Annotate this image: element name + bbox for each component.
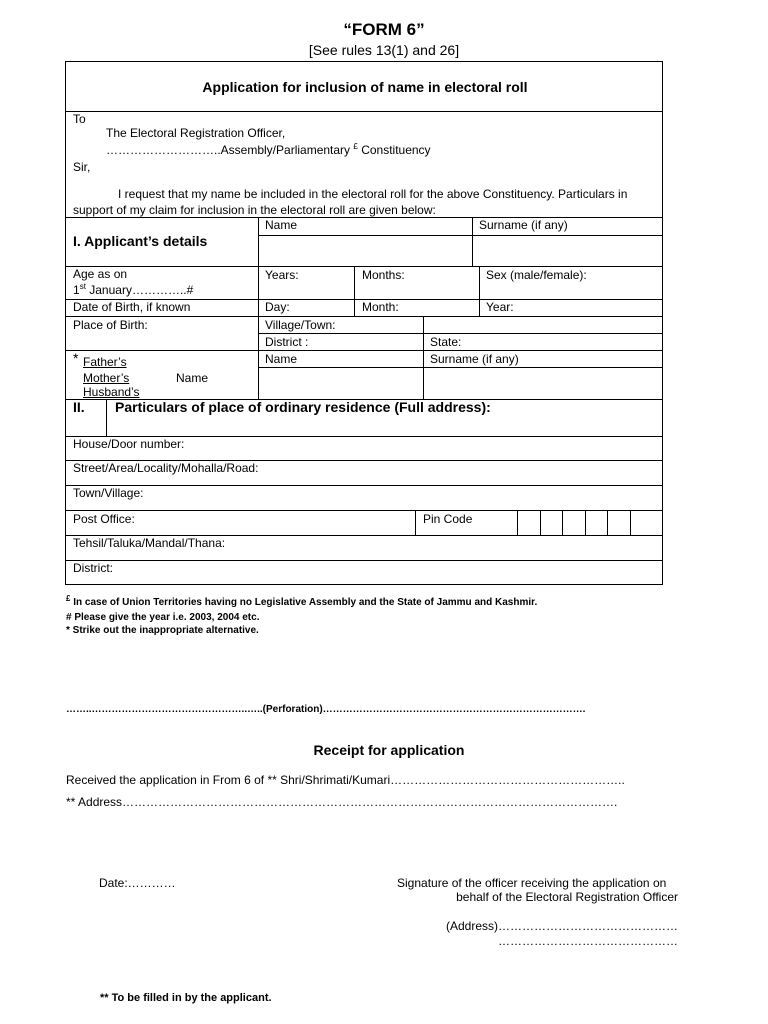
pin-box-rule [562,510,563,535]
form-title: “FORM 6” [343,20,425,39]
perforation-line: ……..………………………………………..…..(Perforation)……………………………………………………………………. [66,704,586,715]
month-label: Month: [362,300,399,314]
surname-field[interactable] [473,236,662,265]
age-day-suffix: st [79,282,86,291]
relation-surname-column: Surname (if any) [430,352,519,366]
pound-mark: £ [353,142,358,151]
mother-label: Mother’s [83,371,130,385]
officer-address-line-1: (Address)……………………………………… [445,919,678,933]
street-label: Street/Area/Locality/Mohalla/Road: [73,461,259,475]
officer-line: The Electoral Registration Officer, [106,126,286,140]
rule-pob-top [65,316,663,317]
rule-district-row-top [65,560,663,561]
pin-box-rule [540,510,541,535]
relation-name-column: Name [265,352,298,366]
age-day: 1 [73,283,80,297]
section2-title: Particulars of place of ordinary residence (Full address): [115,399,491,415]
pob-label: Place of Birth: [73,318,148,332]
rule-post-top [65,510,663,511]
note-pound-mark: £ [66,594,71,603]
rule-heading-bottom [65,111,663,112]
rule-section1-top [65,217,663,218]
surname-column-label: Surname (if any) [479,218,568,232]
age-date-line [73,283,193,297]
rule-relation-header [258,367,663,368]
pin-box-rule [585,510,586,535]
relation-name-label: Name [176,371,209,385]
salutation: Sir, [73,160,91,174]
footer-note: ** To be filled in by the applicant. [100,992,272,1004]
age-label: Age as on [73,267,128,281]
col-rule-state [423,316,424,399]
receipt-title: Receipt for application [313,742,465,758]
constituency-suffix: Constituency [361,143,431,157]
note-strike: * Strike out the inappropriate alternative. [66,625,259,636]
pin-box-rule [630,510,631,535]
state-label: State: [430,335,462,349]
rule-relation-top [65,350,663,351]
year-label: Year: [486,300,514,314]
pin-code-label: Pin Code [423,512,473,526]
request-line-2: support of my claim for inclusion in the electoral roll are given below: [73,203,436,217]
officer-address-line-2: ……………………………………… [498,934,678,948]
rule-age-top [65,266,663,267]
name-field[interactable] [259,236,471,265]
pin-box-rule [517,510,518,535]
town-label: Town/Village: [73,486,144,500]
col-rule-section2 [106,399,107,436]
to-label: To [73,112,86,126]
receipt-address-line: ** Address……………………………………………………………………………………………………………. [66,795,618,809]
signature-line-2: behalf of the Electoral Registration Officer [456,890,678,904]
district-row-label: District: [73,561,113,575]
signature-line-1: Signature of the officer receiving the application on [397,876,667,890]
post-office-label: Post Office: [73,512,135,526]
relation-star: * [73,350,79,366]
receipt-date: Date:………… [99,876,176,890]
section1-title: I. Applicant’s details [73,233,208,249]
district-label: District : [265,335,309,349]
months-label: Months: [362,268,405,282]
section2-number: II. [73,399,85,415]
note-union-territories [66,594,538,608]
pin-box-rule [607,510,608,535]
village-label: Village/Town: [265,318,336,332]
years-label: Years: [265,268,299,282]
receipt-received-line: Received the application in From 6 of ** Shri/Shrimati/Kumari………………………………………………….. [66,773,625,787]
col-rule-years [354,266,355,316]
day-label: Day: [265,300,290,314]
col-rule-pin [415,510,416,535]
sex-label: Sex (male/female): [486,268,587,282]
father-label: Father’s [83,355,127,369]
name-column-label: Name [265,218,298,232]
house-label: House/Door number: [73,437,185,451]
husband-label: Husband’s [83,385,140,399]
constituency-prefix: ………………………..Assembly/Parliamentary [106,143,351,157]
form-heading: Application for inclusion of name in electoral roll [202,79,528,95]
note-year: # Please give the year i.e. 2003, 2004 etc. [66,612,260,623]
request-line-1: I request that my name be included in the electoral roll for the above Constituency. Particulars in [118,187,628,201]
dob-label: Date of Birth, if known [73,300,191,314]
rule-town-top [65,485,663,486]
constituency-line [106,143,431,157]
col-rule-months [479,266,480,316]
rules-reference: [See rules 13(1) and 26] [308,42,460,58]
age-month: January…………..# [85,283,194,297]
note1-text: In case of Union Territories having no Legislative Assembly and the State of Jammu and Kashmir. [73,597,538,608]
tehsil-label: Tehsil/Taluka/Mandal/Thana: [73,536,226,550]
rule-district-top [258,333,663,334]
